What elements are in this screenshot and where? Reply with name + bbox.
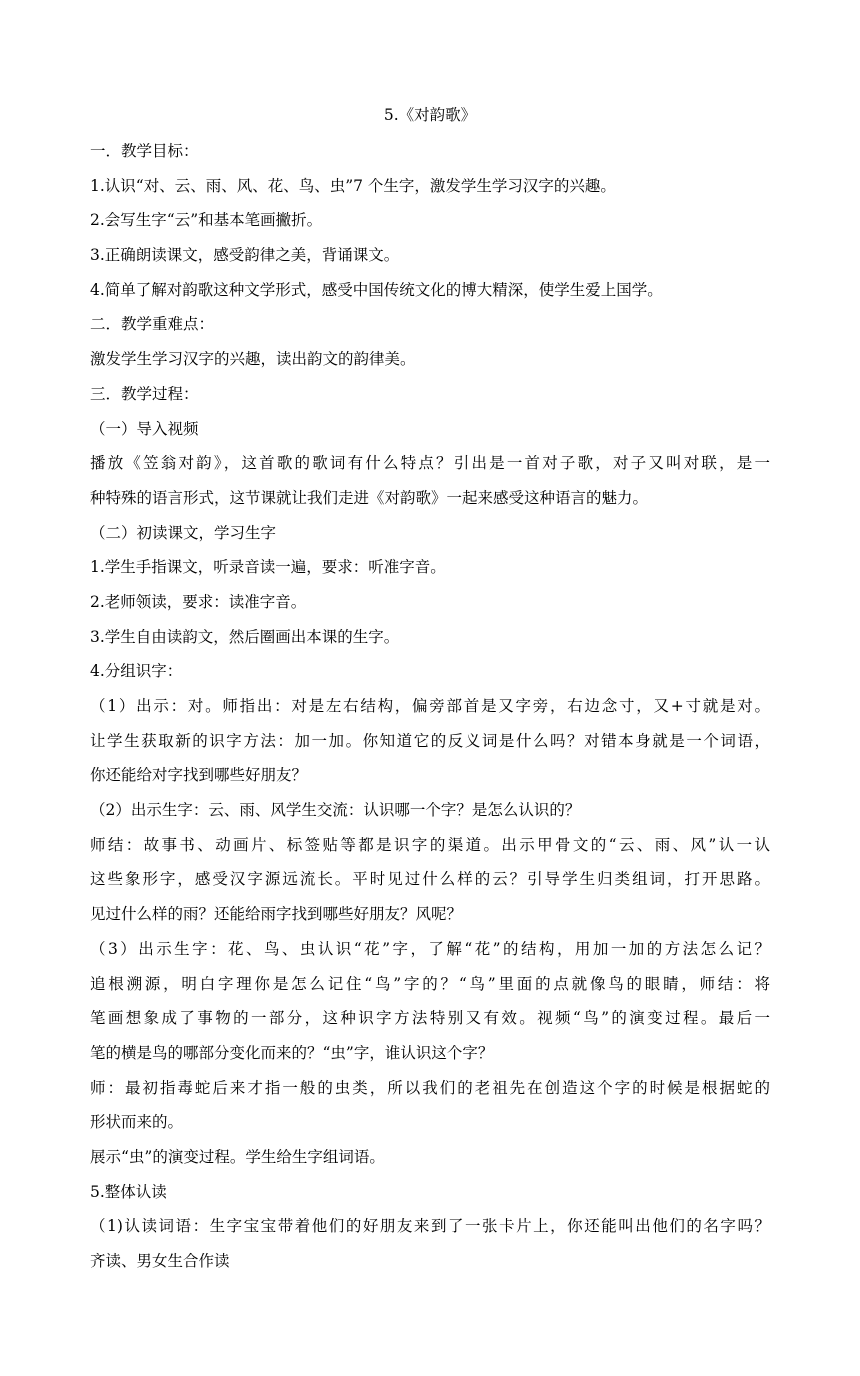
paragraph-line: （二）初读课文，学习生字: [90, 523, 277, 542]
paragraph-line: 4.简单了解对韵歌这种文学形式，感受中国传统文化的博大精深，使学生爱上国学。: [90, 280, 663, 299]
paragraph-line: 你还能给对字找到哪些好朋友？: [90, 766, 308, 785]
document-body: [90, 134, 770, 1279]
paragraph-line: 形状而来的。: [90, 1113, 184, 1132]
paragraph-line: 见过什么样的雨？还能给雨字找到哪些好朋友？风呢？: [90, 905, 463, 924]
paragraph-line: 激发学生学习汉字的兴趣，读出韵文的韵律美。: [90, 350, 416, 369]
paragraph-line: 4.分组识字：: [90, 662, 183, 681]
paragraph-line: 笔的横是鸟的哪部分变化而来的？“虫”字，谁认识这个字？: [90, 1043, 494, 1062]
paragraph-line: （1）出示：对。师指出：对是左右结构，偏旁部首是又字旁，右边念寸，又+寸就是对。: [90, 697, 770, 715]
document-page: [90, 100, 770, 1279]
paragraph-line: 二．教学重难点：: [90, 315, 215, 334]
paragraph-line: 三．教学过程：: [90, 384, 199, 403]
paragraph-line: 3.学生自由读韵文，然后圈画出本课的生字。: [90, 627, 400, 646]
paragraph-line: 1.认识“对、云、雨、风、花、鸟、虫”7 个生字，激发学生学习汉字的兴趣。: [90, 176, 616, 195]
paragraph-line: 让学生获取新的识字方法：加一加。你知道它的反义词是什么吗？对错本身就是一个词语，: [90, 731, 770, 750]
paragraph-line: （一）导入视频: [90, 419, 199, 438]
paragraph-line: 一．教学目标：: [90, 142, 199, 160]
paragraph-line: （1)认读词语：生字宝宝带着他们的好朋友来到了一张卡片上，你还能叫出他们的名字吗？: [90, 1217, 770, 1236]
paragraph-line: 播放《笠翁对韵》，这首歌的歌词有什么特点？引出是一首对子歌，对子又叫对联，是一: [90, 454, 770, 473]
paragraph-line: 师：最初指毒蛇后来才指一般的虫类，所以我们的老祖先在创造这个字的时候是根据蛇的: [90, 1078, 770, 1097]
paragraph-line: 齐读、男女生合作读: [90, 1252, 230, 1270]
paragraph-line: 1.学生手指课文，听录音读一遍，要求：听准字音。: [90, 558, 446, 577]
paragraph-line: 2.会写生字“云”和基本笔画撇折。: [90, 211, 323, 230]
paragraph-line: （2）出示生字：云、雨、风学生交流：认识哪一个字？是怎么认识的？: [90, 801, 581, 820]
paragraph-line: 追根溯源，明白字理你是怎么记住“鸟”字的？“鸟”里面的点就像鸟的眼睛，师结：将: [90, 974, 770, 993]
paragraph-line: 3.正确朗读课文，感受韵律之美，背诵课文。: [90, 246, 400, 265]
paragraph-line: 这些象形字，感受汉字源远流长。平时见过什么样的云？引导学生归类组词，打开思路。: [90, 870, 770, 889]
paragraph-line: 展示“虫”的演变过程。学生给生字组词语。: [90, 1147, 385, 1166]
paragraph-line: 种特殊的语言形式，这节课就让我们走进《对韵歌》一起来感受这种语言的魅力。: [90, 488, 649, 507]
paragraph-line: 师结：故事书、动画片、标签贴等都是识字的渠道。出示甲骨文的“云、雨、风”认一认: [90, 835, 770, 854]
paragraph-line: 2.老师领读，要求：读准字音。: [90, 592, 307, 611]
paragraph-line: （3）出示生字：花、鸟、虫认识“花”字，了解“花”的结构，用加一加的方法怎么记？: [90, 939, 770, 958]
paragraph-line: 笔画想象成了事物的一部分，这种识字方法特别又有效。视频“鸟”的演变过程。最后一: [90, 1009, 770, 1028]
document-title: 5.《对韵歌》: [383, 106, 477, 124]
paragraph-line: 5.整体认读: [90, 1182, 167, 1201]
